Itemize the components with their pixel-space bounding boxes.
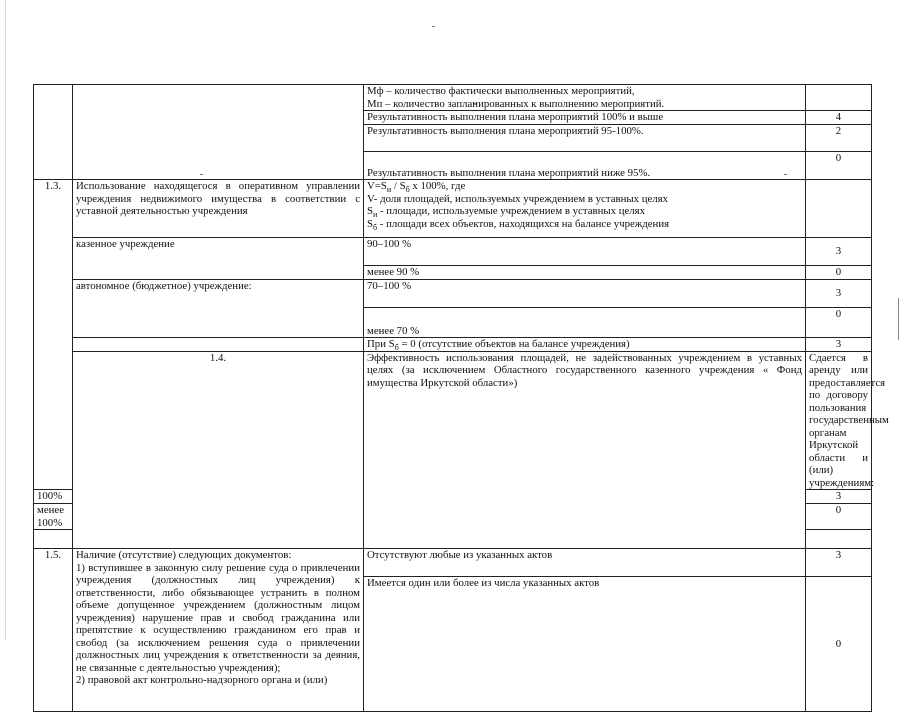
score-cell: 3 xyxy=(806,338,872,352)
score-cell: 3 xyxy=(806,280,872,308)
criterion-cell xyxy=(34,530,73,549)
criterion-cell: Результативность выполнения плана мероприятий 100% и выше xyxy=(364,111,806,125)
formula-cell: $V=S_и / S_б$ х 100%, где V- доля площадей, используемых учреждением в уставных целях $S_и$ - площади, используемые учреждением в уставных целях $S_б$ - площади всех объектов, находящихся на балансе учреждения xyxy=(364,180,806,238)
indicator-cell xyxy=(73,338,364,352)
table-row xyxy=(34,338,872,352)
table-row xyxy=(34,238,872,266)
score-cell: 4 xyxy=(806,111,872,125)
score-cell: 3 xyxy=(806,549,872,577)
score-cell: 0 xyxy=(806,266,872,280)
indicator-cell xyxy=(73,85,364,180)
criterion-cell: Результативность выполнения плана мероприятий 95-100%. xyxy=(364,125,806,152)
scan-edge-mark xyxy=(898,298,899,340)
criterion-cell: менее 70 % xyxy=(364,308,806,338)
table-row xyxy=(34,351,872,490)
criteria-table xyxy=(33,84,889,712)
criterion-cell: Имеется один или более из числа указанных актов xyxy=(364,577,806,712)
score-cell: 3 xyxy=(806,238,872,266)
indicator-text: Использование находящегося в оперативном управлении учреждения недвижимого имущества в соответствии с уставной деятельностью учреждения xyxy=(73,180,364,238)
criterion-cell: менее 100% xyxy=(34,504,73,530)
scan-page-edge xyxy=(5,0,6,640)
criterion-cell: 100% xyxy=(34,490,73,504)
score-cell: 0 xyxy=(806,504,872,530)
score-cell: 2 xyxy=(806,125,872,152)
table-row xyxy=(34,85,872,111)
score-cell xyxy=(806,85,872,111)
table-row xyxy=(34,280,872,308)
score-cell xyxy=(806,180,872,238)
criterion-cell: Мф – количество фактически выполненных мероприятий, Мп – количество запланированных к выполнению мероприятий. xyxy=(364,85,806,111)
criterion-cell: 90–100 % xyxy=(364,238,806,266)
section-number: 1.3. xyxy=(34,180,73,490)
score-cell: 0 xyxy=(806,577,872,712)
section-number: 1.4. xyxy=(73,351,364,549)
criterion-cell: менее 90 % xyxy=(364,266,806,280)
criterion-cell: При $S_б = 0$ (отсутствие объектов на балансе учреждения) xyxy=(364,338,806,352)
criterion-cell: Результативность выполнения плана мероприятий ниже 95%. xyxy=(364,152,806,180)
score-cell: 3 xyxy=(806,490,872,504)
criterion-cell: 70–100 % xyxy=(364,280,806,308)
score-cell: 0 xyxy=(806,308,872,338)
indicator-text: Эффективность использования площадей, не задействованных учреждением в уставных целях (за исключением Областного государственного казенного учреждения « Фонд имущества Иркутской области») xyxy=(364,351,806,549)
table-row xyxy=(34,180,872,238)
number-cell xyxy=(34,85,73,180)
indicator-text: Наличие (отсутствие) следующих документов: 1) вступившее в законную силу решение суда о привлечении учреждения (должностных лиц учреждения) к ответственности, либо обязывающее устранить в полном объеме допущенное учреждением (должностным лицом учреждения) нарушение прав и свобод гражданина или препятствие к осуществлению гражданином его прав и свобод (за исключением решения суда о привлечении должностных лиц учреждения к ответственности за деяния, не связанные с деятельностью учреждения); 2) правовой акт контрольно-надзорного органа и (или) xyxy=(73,549,364,712)
criterion-cell: Сдается в аренду или предоставляется по договору пользования государственным органам Иркутской области и (или) учреждениям: xyxy=(806,351,872,490)
criterion-cell: Отсутствуют любые из указанных актов xyxy=(364,549,806,577)
scan-speck xyxy=(432,26,435,27)
score-cell: 0 xyxy=(806,152,872,180)
table-row xyxy=(34,549,872,577)
avtonomnoe-label: автономное (бюджетное) учреждение: xyxy=(73,280,364,338)
score-cell xyxy=(806,530,872,549)
kazennoe-label: казенное учреждение xyxy=(73,238,364,280)
section-number: 1.5. xyxy=(34,549,73,712)
